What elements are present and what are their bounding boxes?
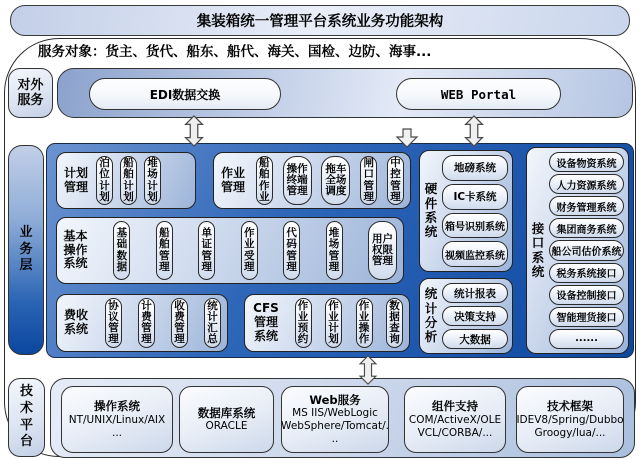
platform-box-line: IDEV8/Spring/Dubbo xyxy=(516,413,624,426)
module-pill: 作业预约 xyxy=(295,298,312,348)
system-pill: 船公司估价系统 xyxy=(549,240,624,260)
group-label: 统计分析 xyxy=(424,286,438,345)
group-interface-system xyxy=(526,147,629,354)
system-pill: 大数据 xyxy=(442,329,508,349)
module-pill: 统计汇总 xyxy=(204,298,221,348)
platform-box-title: 操作系统 xyxy=(94,399,140,414)
business-layer-label-text: 业务层 xyxy=(19,224,33,274)
group-label: 接口系统 xyxy=(531,220,545,279)
platform-box-framework xyxy=(516,386,624,453)
module-pill: 船舶管理 xyxy=(156,221,173,280)
module-pill: 协议管理 xyxy=(105,298,122,348)
system-pill: 集团商务系统 xyxy=(549,218,624,238)
module-pill: 操作终端管理 xyxy=(283,156,312,205)
double-arrow-portal-icon xyxy=(461,115,487,147)
system-pill: 箱号识别系统 xyxy=(442,213,508,239)
system-pill: 设备控制接口 xyxy=(549,285,624,305)
module-pill: 堆场管理 xyxy=(326,221,343,280)
module-pill: 拖车全场调度 xyxy=(321,156,350,205)
module-pill: 闸口管理 xyxy=(360,156,377,205)
platform-box-line: ... xyxy=(111,426,122,439)
double-arrow-platform-icon xyxy=(355,355,381,385)
platform-box-components xyxy=(404,386,506,453)
system-pill: 税务系统接口 xyxy=(549,263,624,283)
module-pill: 泊位计划 xyxy=(96,156,113,205)
platform-box-title: Web服务 xyxy=(309,392,361,407)
business-layer-label xyxy=(8,145,44,355)
group-basic-operation-system xyxy=(56,217,404,284)
platform-box-line: MS IIS/WebLogic xyxy=(292,407,378,419)
module-pill: 用户权限管理 xyxy=(368,221,397,280)
platform-box-line: Groogy/lua/... xyxy=(534,426,606,439)
module-pill: 作业操作 xyxy=(356,298,373,348)
module-pill: 数据查询 xyxy=(386,298,403,348)
group-statistics-analysis xyxy=(419,278,513,354)
group-label: 计划管理 xyxy=(63,165,88,194)
double-arrow-edi-icon xyxy=(181,115,207,147)
platform-box-line: ORACLE xyxy=(205,420,248,433)
external-services-label xyxy=(8,68,53,118)
system-pill: 财务管理系统 xyxy=(549,196,624,216)
system-pill: 视频监控系统 xyxy=(442,241,508,267)
platform-box-title: 数据库系统 xyxy=(197,405,256,420)
group-label: CFS管理系统 xyxy=(253,301,279,343)
group-label: 费收系统 xyxy=(63,308,88,336)
group-hardware-system xyxy=(419,150,513,272)
module-pill: 基础数据 xyxy=(113,221,130,280)
module-pill: 中控管理 xyxy=(387,156,404,205)
module-pill: 收费管理 xyxy=(171,298,188,348)
system-pill: 决策支持 xyxy=(442,306,508,326)
tech-platform-bar xyxy=(50,378,635,458)
module-pill: 单证管理 xyxy=(198,221,215,280)
module-pill: 计费管理 xyxy=(138,298,155,348)
platform-box-title: 组件支持 xyxy=(432,399,478,414)
group-fee-system xyxy=(56,294,228,352)
group-label: 基本操作系统 xyxy=(63,228,88,271)
external-services-label-text: 对外服务 xyxy=(17,77,44,108)
platform-box-line: .. xyxy=(331,433,339,446)
service-objects-line: 服务对象：货主、货代、船东、船代、海关、国检、边防、海事... xyxy=(38,44,432,60)
down-arrow-hardware-icon xyxy=(395,128,419,148)
group-label: 作业管理 xyxy=(220,165,245,194)
platform-box-os xyxy=(61,386,173,453)
system-pill: 设备物资系统 xyxy=(549,152,624,172)
system-pill: 智能理货接口 xyxy=(549,307,624,327)
platform-box-line: VCL/CORBA/... xyxy=(417,426,493,439)
system-pill: 人力资源系统 xyxy=(549,174,624,194)
business-panel xyxy=(46,143,634,358)
group-plan-management xyxy=(56,152,196,209)
platform-box-line: NT/UNIX/Linux/AIX xyxy=(68,413,166,426)
platform-box-web xyxy=(281,386,389,453)
tech-platform-label xyxy=(8,378,45,457)
system-pill: 地磅系统 xyxy=(442,155,508,181)
edi-exchange-pill: EDI数据交换 xyxy=(89,78,281,110)
module-pill: 船舶计划 xyxy=(120,156,137,205)
external-services-bar xyxy=(57,68,633,118)
web-portal-pill: WEB Portal xyxy=(396,78,561,110)
system-pill: 统计报表 xyxy=(442,283,508,303)
tech-platform-label-text: 技术平台 xyxy=(19,383,33,450)
system-pill: ...... xyxy=(549,329,624,349)
group-cfs-management-system xyxy=(244,294,410,352)
module-pill: 作业计划 xyxy=(325,298,342,348)
platform-box-database xyxy=(179,386,274,453)
module-pill: 堆场计划 xyxy=(144,156,161,205)
module-pill: 船舶作业 xyxy=(256,156,273,205)
platform-box-line: WebSphere/Tomcat/. xyxy=(281,420,389,433)
diagram-title: 集装箱统一管理平台系统业务功能架构 xyxy=(10,5,630,36)
group-operation-management xyxy=(213,152,411,209)
platform-box-title: 技术框架 xyxy=(547,399,593,414)
platform-box-line: COM/ActiveX/OLE xyxy=(408,413,502,426)
module-pill: 代码管理 xyxy=(283,221,300,280)
system-pill: IC卡系统 xyxy=(442,184,508,210)
group-label: 硬件系统 xyxy=(424,181,438,240)
module-pill: 作业受理 xyxy=(241,221,258,280)
